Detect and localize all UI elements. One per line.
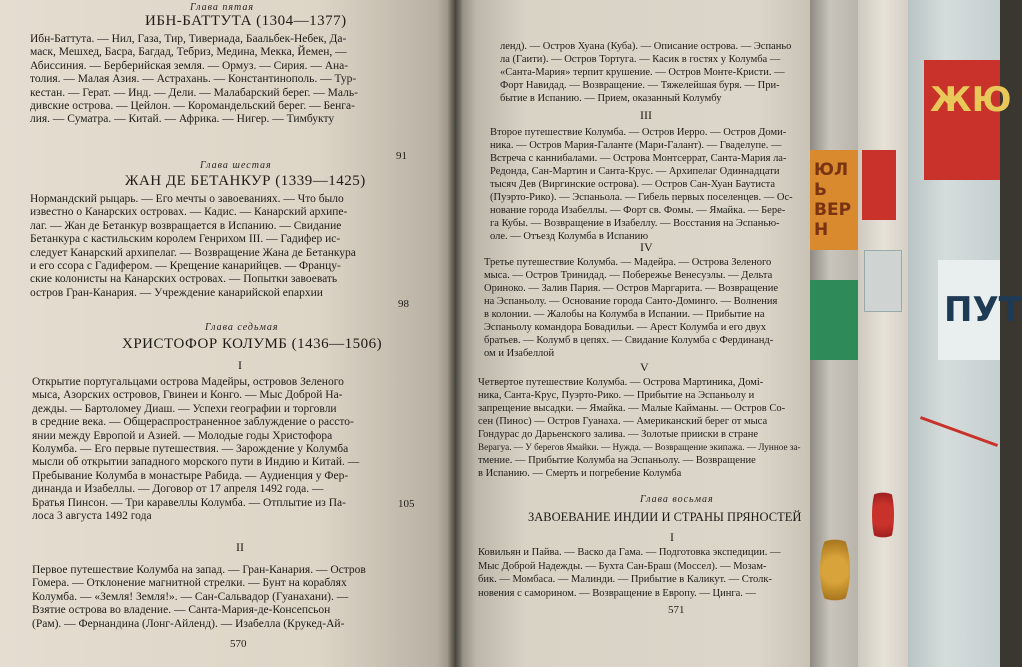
text-line: га Кубы. — Возвращение в Изабеллу. — Восстания на Эспанью-: [490, 218, 780, 229]
text-line: Колумба. — «Земля! Земля!». — Сан-Сальвадор (Гуанахани). —: [32, 590, 349, 603]
text-line: Эспаньолу командора Бовадильи. — Арест Колумба и его двух: [484, 322, 766, 333]
text-line: Гомера. — Отклонение магнитной стрелки. — Бунт на кораблях: [32, 577, 347, 590]
text-line: Форт Навидад. — Возвращение. — Тяжелейшая буря. — При-: [500, 80, 780, 91]
section-4-numeral: IV: [640, 240, 653, 254]
text-line: Второе путешествие Колумба. — Остров Иерро. — Остров Доми-: [490, 127, 787, 138]
text-line: маск, Мешхед, Басра, Багдад, Тебриз, Медина, Мекка, Йемен, —: [30, 46, 347, 59]
text-line: Братья Пинсон. — Три каравеллы Колумба. — Отплытие из Па-: [32, 496, 346, 509]
chapter6-label: Глава шестая: [200, 160, 272, 171]
text-line: бик. — Момбаса. — Малинди. — Прибытие в Каликут. — Столк-: [478, 574, 772, 585]
text-line: новения с саморином. — Возвращение в Европу. — Цинга. —: [478, 587, 757, 599]
text-line: остров Гран-Канария. — Учреждение канарийской епархии: [30, 286, 323, 299]
section-3-contents: [490, 126, 793, 243]
text-line: и его ссора с Гадифером. — Крещение канарийцев. — Францу-: [30, 260, 341, 273]
page-number-91: 91: [396, 150, 407, 162]
section-2-contents: [32, 564, 366, 631]
folio-right: 571: [668, 604, 685, 616]
text-line: Четвертое путешествие Колумба. — Острова Мартиника, Домі-: [478, 377, 764, 388]
text-line: Первое путешествие Колумба на запад. — Гран-Канария. — Остров: [32, 564, 366, 576]
section-2-numeral: II: [236, 540, 244, 554]
spine-red-band-b: [862, 150, 896, 220]
text-line: динанда и Изабеллы. — Договор от 17 апреля 1492 года. —: [32, 483, 324, 496]
chapter8-label: Глава восьмая: [640, 494, 714, 505]
text-line: Верагуа. — У берегов Ямайки. — Нужда. — Возвращение экипажа. — Лунное за-: [478, 442, 801, 452]
text-line: Бетанкура с кастильским королем Генрихом III. — Гадифер ис-: [30, 233, 341, 246]
page-number-98: 98: [398, 298, 409, 310]
text-line: ленд). — Остров Хуана (Куба). — Описание острова. — Эспаньо: [500, 41, 792, 52]
text-line: Колумба. — Его первые путешествия. — Зарождение у Колумба: [32, 443, 349, 456]
chapter6-title: ЖАН ДЕ БЕТАНКУР (1339—1425): [125, 173, 366, 189]
text-line: (Рам). — Фернандина (Лонг-Айленд). — Изабелла (Крукед-Ай-: [32, 617, 345, 630]
chapter7-title: ХРИСТОФОР КОЛУМБ (1436—1506): [122, 336, 383, 352]
folio-left: 570: [230, 638, 247, 650]
chapter5-title: ИБН-БАТТУТА (1304—1377): [145, 13, 347, 29]
spine-author-text: ЮЛЬ ВЕРН: [814, 160, 852, 240]
text-line: Встреча с каннибалами. — Острова Монтсеррат, Санта-Мария ла-: [490, 153, 787, 164]
chapter6-contents: [30, 193, 356, 300]
section-5-numeral: V: [640, 360, 649, 374]
spine-ornament-gold: [820, 530, 850, 610]
section-5-contents: [478, 376, 801, 480]
right-top-contents: [500, 40, 791, 105]
text-line: лия. — Суматра. — Китай. — Африка. — Нигер. — Тимбукту: [30, 113, 335, 126]
text-line: мыса. — Остров Тринидад. — Побережье Венесуэлы. — Дельта: [484, 270, 773, 281]
text-line: следует Канарский архипелаг. — Возвращение Жана де Бетанкура: [30, 246, 356, 259]
text-line: ника. — Остров Мария-Галанте (Мари-Галант). — Гваделупе. —: [490, 140, 782, 151]
text-line: тысяч Дев (Виргинские острова). — Остров Сан-Хуан Баутиста: [490, 179, 776, 190]
text-line: бытие в Испанию. — Прием, оказанный Колумбу: [500, 93, 722, 104]
section-1-contents: [32, 376, 359, 523]
text-line: лоса 3 августа 1492 года: [32, 510, 152, 523]
text-line: дивские острова. — Цейлон. — Коромандельский берег. — Бенга-: [30, 100, 355, 113]
chapter5-contents: [30, 33, 358, 127]
text-line: ские колонисты на Канарских островах. — Попытки завоевать: [30, 273, 338, 286]
book-spine-b: [858, 0, 910, 667]
text-line: Мыс Доброй Надежды. — Бухта Сан-Браш (Моссел). — Мозам-: [478, 560, 767, 572]
text-line: ника, Санта-Крус, Пуэрто-Рико. — Прибытие на Эспаньолу и: [478, 390, 755, 401]
text-line: «Санта-Мария» терпит крушение. — Остров Монте-Кристи. —: [500, 67, 785, 78]
text-line: ом и Изабеллой: [484, 348, 555, 359]
text-line: в средние века. — Общераспространенное заблуждение о рассто-: [32, 416, 354, 429]
text-line: лаг. — Жан де Бетанкур возвращается в Испанию. — Свидание: [30, 219, 342, 232]
text-line: мысли об открытии западного морского пути в Индию и Китай. —: [32, 456, 360, 469]
text-line: дежды. — Бартоломеу Диаш. — Успехи географии и торговли: [32, 402, 337, 415]
text-line: ла (Гаити). — Остров Тортуга. — Касик в гостях у Колумба —: [500, 54, 781, 65]
book-gutter: [448, 0, 462, 667]
text-line: Редонда, Сан-Мартин и Санта-Крус. — Архипелаг Одиннадцати: [490, 166, 780, 177]
text-line: тмение. — Прибытие Колумба на Эспаньолу. — Возвращение: [478, 455, 756, 466]
text-line: (Пуэрто-Рико). — Эспаньола. — Гибель первых поселенцев. — Ос-: [490, 192, 793, 203]
text-line: в Испанию. — Смерть и погребение Колумба: [478, 468, 682, 479]
page-number-105: 105: [398, 498, 415, 510]
cover-red-band: [924, 60, 1000, 180]
text-line: Ковильян и Пайва. — Васко да Гама. — Подготовка экспедиции. —: [478, 547, 781, 558]
cover-title-text: ЖЮ: [930, 80, 1012, 120]
text-line: известно о Канарских островах. — Кадис. — Канарский архипе-: [30, 206, 348, 219]
text-line: Гондурас до Дарьенского залива. — Золотые прииски в стране: [478, 429, 759, 440]
section-4-contents: [484, 256, 778, 360]
text-line: запрещение высадки. — Ямайка. — Малые Кайманы. — Остров Со-: [478, 403, 786, 414]
section-8-contents: [478, 546, 780, 600]
text-line: Нормандский рыцарь. — Его мечты о завоеваниях. — Что было: [30, 193, 344, 205]
book-cover-c: [908, 0, 1022, 667]
text-line: Пребывание Колумба в монастыре Рабида. — Аудиенция у Фер-: [32, 469, 349, 482]
text-line: кестан. — Герат. — Инд. — Дели. — Малабарский берег. — Маль-: [30, 86, 358, 99]
cover-red-line: [920, 416, 998, 447]
text-line: Абиссиния. — Берберийская земля. — Ормуз. — Сирия. — Ана-: [30, 59, 349, 72]
section-3-numeral: III: [640, 108, 652, 122]
text-line: Взятие острова во владение. — Санта-Мария-де-Консепсьон: [32, 604, 331, 617]
spine-label-b: [864, 250, 902, 312]
text-line: Открытие португальцами острова Мадейры, островов Зеленого: [32, 376, 344, 388]
text-line: в колонии. — Жалобы на Колумба в Испании. — Прибытие на: [484, 309, 765, 320]
spine-green-band: [810, 280, 860, 360]
text-line: на Эспаньолу. — Основание города Санто-Доминго. — Волнения: [484, 296, 778, 307]
section-1-numeral: I: [238, 358, 242, 372]
text-line: сен (Пинос) — Остров Гуанаха. — Американский берег от мыса: [478, 416, 768, 427]
section-8-numeral: I: [670, 530, 674, 544]
chapter5-label: Глава пятая: [190, 2, 255, 13]
cover-subtitle-text: ПУТ: [944, 290, 1022, 330]
text-line: Ибн-Баттута. — Нил, Газа, Тир, Тивериада, Баальбек-Небек, Да-: [30, 33, 347, 45]
chapter7-label: Глава седьмая: [205, 322, 279, 333]
text-line: оле. — Отъезд Колумба в Испанию: [490, 231, 649, 242]
text-line: толия. — Малая Азия. — Астрахань. — Константинополь. — Тур-: [30, 73, 357, 86]
text-line: нование города Изабеллы. — Форт св. Фомы. — Ямайка. — Бере-: [490, 205, 786, 216]
text-line: янии между Европой и Азией. — Молодые годы Христофора: [32, 429, 333, 442]
spine-ornament-red: [872, 480, 894, 550]
text-line: мыса, Азорских островов, Гвинеи и Конго. — Мыс Доброй На-: [32, 389, 343, 402]
text-line: Ориноко. — Залив Пария. — Остров Маргарита. — Возвращение: [484, 283, 779, 294]
book-spine-a: [810, 0, 860, 667]
text-line: братьев. — Колумб в цепях. — Свидание Колумба с Фердинанд-: [484, 335, 774, 346]
chapter8-title: ЗАВОЕВАНИЕ ИНДИИ И СТРАНЫ ПРЯНОСТЕЙ: [528, 510, 802, 524]
text-line: Третье путешествие Колумба. — Мадейра. — Острова Зеленого: [484, 257, 772, 268]
